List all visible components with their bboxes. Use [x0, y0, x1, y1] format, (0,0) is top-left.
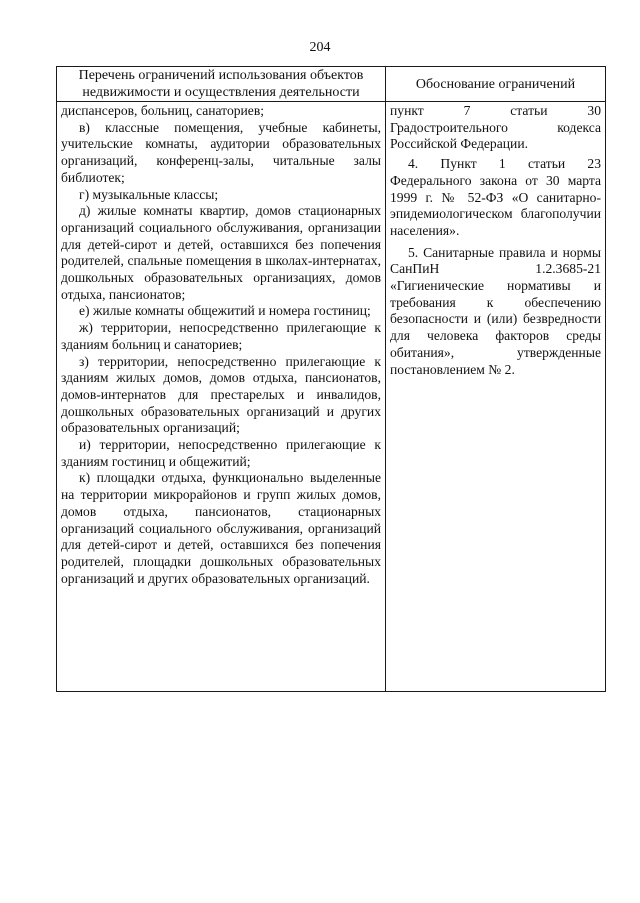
list-item: и) территории, непосредственно прилегающие к зданиям гостиниц и общежитий; [61, 437, 381, 469]
table-row [57, 102, 606, 692]
header-restrictions-basis: Обоснование ограничений [386, 67, 606, 102]
restrictions-table [56, 66, 606, 692]
header-restrictions-list: Перечень ограничений использования объектов недвижимости и осуществления деятельности [57, 67, 386, 102]
list-item: диспансеров, больниц, санаториев; [61, 103, 265, 118]
list-item: з) территории, непосредственно прилегающие к зданиям жилых домов, домов отдыха, пансионатов, домов-интернатов для престарелых и инвалидов, дошкольных образовательных организаций и других образовательных организаций; [61, 353, 381, 436]
basis-item: 4. Пункт 1 статьи 23 Федерального закона от 30 марта 1999 г. № 52-ФЗ «О санитарно-эпидемиологическом благополучии населения». [390, 156, 601, 238]
list-item: в) классные помещения, учебные кабинеты, учительские комнаты, аудитории образовательных организаций, конференц-залы, читальные залы библиотек; [61, 119, 381, 185]
restrictions-list-cell [57, 102, 386, 692]
basis-item: пункт 7 статьи 30 Градостроительного кодекса Российской Федерации. [390, 103, 601, 152]
table-header-row [57, 67, 606, 102]
list-item: д) жилые комнаты квартир, домов стационарных организаций социального обслуживания, организации для детей-сирот и детей, оставшихся без попечения родителей, спальные помещения в школах-интернатах, дошкольных образовательных организациях, домов отдыха, пансионатов; [61, 203, 381, 302]
list-item: к) площадки отдыха, функционально выделенные на территории микрорайонов и групп жилых домов, домов отдыха, пансионатов, стационарных организаций социального обслуживания, организаций для детей-сирот и детей, оставшихся без попечения родителей, площадки дошкольных образовательных организаций и других образовательных организаций. [61, 470, 381, 586]
basis-item: 5. Санитарные правила и нормы СанПиН 1.2.3685-21 «Гигиенические нормативы и требования к обеспечению безопасности и (или) безвредности для человека факторов среды обитания», утвержденные постановлением № 2. [390, 244, 601, 377]
list-item: е) жилые комнаты общежитий и номера гостиниц; [79, 303, 371, 319]
page-number: 204 [309, 40, 331, 55]
list-item: г) музыкальные классы; [79, 186, 219, 202]
restrictions-basis-cell [386, 102, 606, 692]
list-item: ж) территории, непосредственно прилегающие к зданиям больниц и санаториев; [61, 320, 381, 352]
